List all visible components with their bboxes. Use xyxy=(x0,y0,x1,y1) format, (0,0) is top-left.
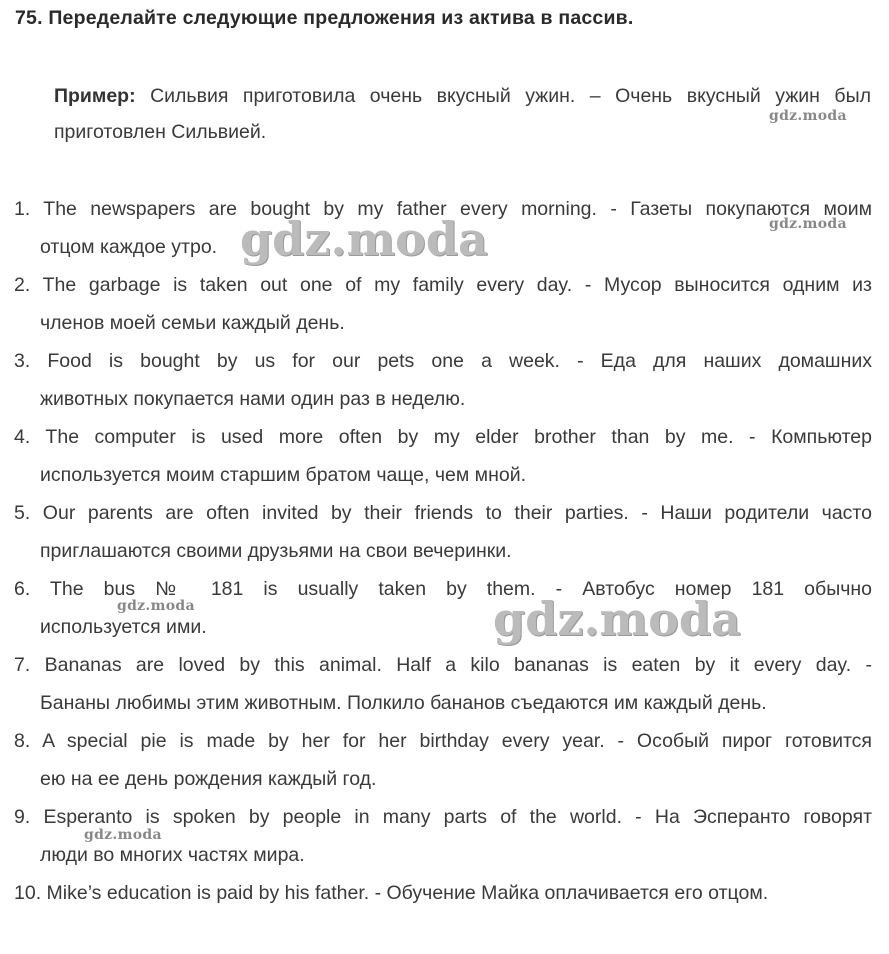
list-item-line-2: ею на ее день рождения каждый год. xyxy=(40,768,377,790)
watermark-big: gdz.moda xyxy=(493,592,741,646)
list-item-line-2: приглашаются своими друзьями на свои вечеринки. xyxy=(40,540,512,562)
list-item-line-1: 10. Mike’s education is paid by his father. - Обучение Майка оплачивается его отцом. xyxy=(14,882,769,904)
list-item-line-1: 7. Bananas are loved by this animal. Half a kilo bananas is eaten by it every day. - xyxy=(14,654,872,676)
list-item-line-1: 8. A special pie is made by her for her birthday every year. - Особый пирог готовится xyxy=(14,730,872,752)
list-item-line-2: используется моим старшим братом чаще, чем мной. xyxy=(40,464,527,486)
list-item xyxy=(14,418,872,494)
list-item-line-1: 5. Our parents are often invited by their friends to their parties. - Наши родители часто xyxy=(14,502,872,524)
list-item-line-2: членов моей семьи каждый день. xyxy=(40,312,345,334)
task-title: 75. Переделайте следующие предложения из актива в пассив. xyxy=(15,7,634,29)
list-item-line-2: Бананы любимы этим животным. Полкило бананов съедаются им каждый день. xyxy=(40,692,767,714)
list-item xyxy=(14,646,872,722)
example-text: Сильвия приготовила очень вкусный ужин. – Очень вкусный ужин был приготовлен Сильвией. xyxy=(54,85,871,143)
list-item-line-2: животных покупается нами один раз в неделю. xyxy=(40,388,466,410)
watermark-small: gdz.moda xyxy=(117,598,195,614)
list-item xyxy=(14,342,872,418)
list-item xyxy=(14,494,872,570)
list-item-line-1: 3. Food is bought by us for our pets one a week. - Еда для наших домашних xyxy=(14,350,872,372)
list-item xyxy=(14,722,872,798)
example-block xyxy=(54,78,871,150)
list-item-line-1: 4. The computer is used more often by my elder brother than by me. - Компьютер xyxy=(14,426,872,448)
list-item-line-2: отцом каждое утро. xyxy=(40,236,218,258)
list-item-line-1: 6. The bus № 181 is usually taken by them. - Автобус номер 181 обычно xyxy=(14,578,872,600)
list-item-line-1: 2. The garbage is taken out one of my family every day. - Мусор выносится одним из xyxy=(14,274,872,296)
list-item xyxy=(14,266,872,342)
watermark-small: gdz.moda xyxy=(769,216,847,232)
list-item-line-2: люди во многих частях мира. xyxy=(40,844,305,866)
list-item-line-1: 9. Esperanto is spoken by people in many parts of the world. - На Эсперанто говорят xyxy=(14,806,872,828)
list-item-line-2: используется ими. xyxy=(40,616,207,638)
watermark-small: gdz.moda xyxy=(769,108,847,124)
example-label: Пример: xyxy=(54,85,136,107)
watermark-small: gdz.moda xyxy=(84,827,162,843)
list-item-line-1: 1. The newspapers are bought by my father every morning. - Газеты покупаются моим xyxy=(14,198,872,220)
watermark-big: gdz.moda xyxy=(240,212,488,266)
list-item xyxy=(14,874,872,912)
